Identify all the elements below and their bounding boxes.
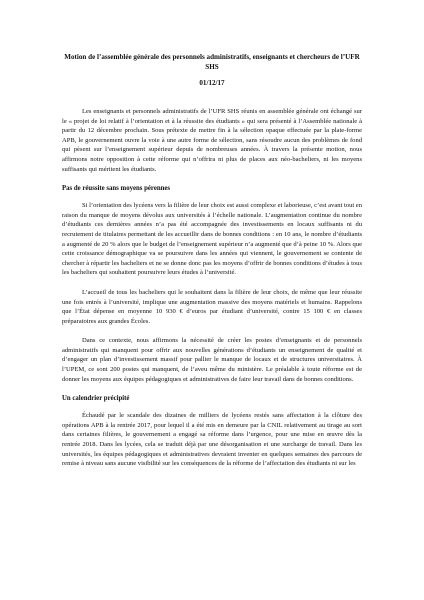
- section-heading-moyens: Pas de réussite sans moyens pérennes: [62, 185, 171, 193]
- section2-paragraph-1: Échaudé par le scandale des dizaines de milliers de lycéens restés sans affectation à la clôture des opérations APB à la rentrée 2017, pour lequel il a été mis en demeure par la CNIL relativement au tirage au sort dans certaines filières, le gouvernement a engagé sa réforme dans l’urgence, pour une mise en œuvre dès la rentrée 2018. Dans les lycées, cela se traduit déjà par une désorganisation et une surcharge de travail. Dans les universités, les équipes pédagogiques et administratives devraient inventer en quelques semaines des parcours de remise à niveau sans aucune visibilité sur les conséquences de la réforme de l’affectation des étudiants ni sur les: [62, 412, 362, 468]
- document-date: 01/12/17: [199, 79, 225, 87]
- section1-paragraph-2: L’accueil de tous les bacheliers qui le souhaitent dans la filière de leur choix, de même que leur réussite une fois entrés à l’université, implique une augmentation massive des moyens matériels et humains. Rappelons que l’État dépense en moyenne 10 930 € d’euros par étudiant d’université, contre 15 100 € en classes préparatoires aux grandes Écoles.: [62, 288, 362, 325]
- section1-paragraph-3: Dans ce contexte, nous affirmons la nécessité de créer les postes d’enseignants et de personnels administratifs qui manquent pour offrir aux nouvelles générations d’étudiants un enseignement de qualité et d’engager un plan d’investissement massif pour pallier le manque de locaux et de structures universitaires. À l’UPEM, ce sont 200 postes qui manquent, de l’aveu même du ministère. Le préalable à toute réforme est de donner les moyens aux équipes pédagogiques et administratives de faire leur travail dans de bonnes conditions.: [62, 337, 362, 383]
- section-heading-calendrier: Un calendrier précipité: [62, 395, 130, 403]
- document-title: Motion de l’assemblée générale des personnels administratifs, enseignants et chercheurs de l’UFR SHS: [64, 53, 360, 71]
- intro-paragraph: Les enseignants et personnels administratifs de l’UFR SHS réunis en assemblée générale ont échangé sur le « projet de loi relatif à l’orientation et à la réussite des étudiants » qui sera présenté à l’Assemblée nationale à partir du 12 décembre prochain. Sous prétexte de mettre fin à la sélection opaque effectuée par la plate-forme APB, le gouvernement ouvre la voie à une autre forme de sélection, sans résoudre aucun des problèmes de fond qui pèsent sur l’enseignement supérieur depuis de nombreuses années. À travers la présente motion, nous affirmons notre opposition à cette réforme qui n’offrira ni plus de places aux néo-bacheliers, ni les moyens suffisants qui méritent les étudiants.: [62, 108, 362, 173]
- section1-paragraph-1: Si l’orientation des lycéens vers la filière de leur choix est aussi complexe et laborieuse, c’est avant tout en raison du manque de moyens dévolus aux universités à l’échelle nationale. L’augmentation continue du nombre d’étudiants ces dernières années n’a pas été accompagnée des investissements en locaux suffisants ni du recrutement de titulaires permettant de les accueillir dans de bonnes conditions : en 10 ans, le nombre d’étudiants a augmenté de 20 % alors que le budget de l’enseignement supérieur n’a augmenté que d’à peine 10 %. Alors que cette croissance démographique va se poursuivre dans les années qui viennent, le gouvernement se contente de chercher à répartir les bacheliers et ne se donne donc pas les moyens d’offrir de bonnes conditions d’études à tous les bacheliers qui souhaitent poursuivre leurs études à l’université.: [62, 202, 362, 277]
